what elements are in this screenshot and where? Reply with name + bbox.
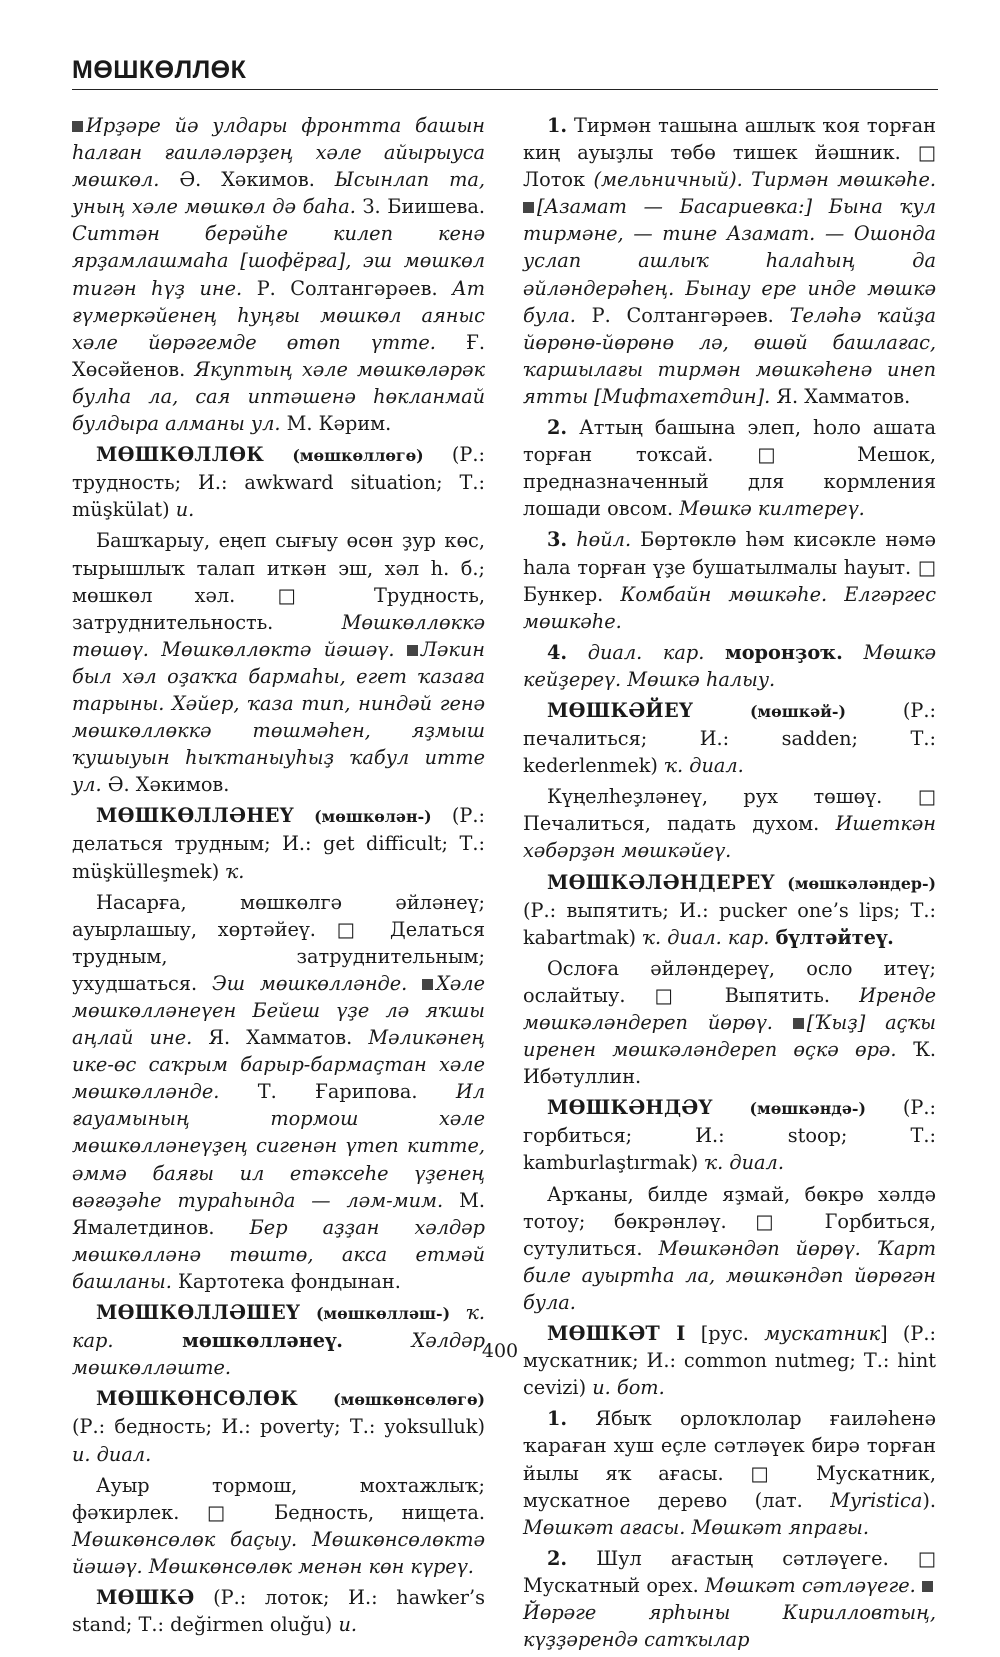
example-text: Якуптың хәле мөшкөләрәк булһа ла, сая иптәшенә һөкланмай булдыра алманы ул. [72,357,485,436]
example-marker-icon [407,645,418,656]
sense-number: 2. [547,1546,568,1570]
source: Т. Ғарипова. [219,1080,456,1104]
definition-text: Шул ағастың сәтләүеге. [567,1546,918,1570]
definition [523,1181,936,1316]
part-of-speech: ҡ. диал. [704,1151,784,1175]
etymology-source: мускатник [764,1322,881,1346]
definition-text: Ослоға әйләндереү, осло итеү; ослайтыу. [523,956,936,1007]
definition-text: Ауыр тормош, мохтажлыҡ; фәҡирлек. [72,1473,485,1524]
entry-header [72,441,485,523]
headword: МӨШКӨНСӨЛӨК [96,1387,298,1411]
example-block [72,112,485,437]
source: Картотека фондынан. [171,1269,401,1293]
part-of-speech: ҡ. диал. [664,754,744,778]
spacer [567,641,588,664]
definition [523,955,936,1090]
sense [523,112,936,410]
source: М. Кәрим. [286,412,392,436]
grammar-form: (мөшкәндә-) [749,1099,866,1119]
headword: МӨШКӨЛЛӘНЕҮ [96,804,294,828]
sense-number: 4. [547,640,568,664]
example-text: Ситтән берәйһе килеп кенә ярҙамлашмаһа [шофёрға], эш мөшкөл тигән һүҙ ине. [72,222,485,300]
russian-gloss: Мускатник, мускатное дерево (лат. [523,1461,936,1512]
example-text: Мөшкә кейҙереү. Мөшкә һалыу. [523,640,936,691]
translation-marker-icon: □ [206,1500,247,1524]
cross-reference: моронҙоҡ. [724,640,843,664]
sense [523,1405,936,1540]
spacer [704,641,725,664]
source: З. Биишева. [362,195,485,219]
definition [72,889,485,1295]
usage-label: диал. кар. [587,640,705,664]
translation-marker-icon: □ [755,1209,796,1233]
example-marker-icon [422,979,433,990]
page-number: 400 [481,1340,519,1362]
source: М. Ямалетдинов. [72,1188,485,1239]
example-marker-icon [72,121,83,132]
entry-header [523,869,936,951]
sense [523,526,936,634]
russian-gloss: Бункер. [523,582,621,606]
definition-text: Күңелһеҙләнеү, рух төшөү. [547,785,918,809]
example-text: Мөшкәт ағасы. Мөшкәт япрағы. [523,1515,869,1539]
example-text: Ишеткән хәбәрҙән мөшкәйеү. [523,812,936,863]
spacer [567,528,576,551]
russian-gloss: Трудность, затруднительность. [72,583,485,634]
source: Ә. Хәкимов. [101,773,230,797]
part-of-speech: ҡ. диал. кар. [642,925,770,949]
translation-marker-icon: □ [757,443,814,467]
example-text: Хәлдәр мөшкөлләште. [72,1329,485,1380]
punctuation: ). [922,1488,936,1512]
russian-gloss: Бедность, нищета. [246,1500,485,1524]
definition-text: Арҡаны, билде яҙмай, бөкрө хәлдә тотоу; бөкрәнләү. [523,1182,936,1233]
translations: (Р.: лоток; И.: hawker’s stand; Т.: değirmen oluğu) [72,1585,485,1637]
translations: (Р.: выпятить; И.: pucker one’s lips; Т.: kabartmak) [523,898,936,949]
definition [72,1472,485,1580]
part-of-speech: и. бот. [592,1376,665,1400]
translation-marker-icon: □ [750,1461,790,1485]
translation-marker-icon: □ [654,983,696,1007]
grammar-form: (мөшкәләндер-) [787,873,936,893]
example-text: Ләкин был хәл оҙаҡҡа бармаһы, егет ҡазаға тарыны. Хәйер, ҡаза тип, ниндәй генә мөшкөллөккә төшмәһен, яҙмыш ҡушыуын һыҡтаныуһыҙ ҡабул итте ул. [72,637,485,797]
source: Ә. Хәкимов. [179,168,315,192]
cross-reference: мөшкөлләнеү. [182,1329,343,1353]
translation-marker-icon: □ [277,583,332,607]
headword: МӨШКӘЙЕҮ [547,698,694,722]
grammar-form: (мөшкөллөгө) [292,446,424,466]
gloss-note: (мельничный). [593,168,743,192]
example-text: Теләһә ҡайҙа йөрөнө-йөрөнө лә, өшөй башлағас, ҡаршылағы тирмән мөшкәһенә инеп ятты [Мифтахетдин]. [523,303,936,408]
definition-text: Ябыҡ орлоҡлолар ғаиләһенә ҡараған хуш еҫле сәтләүек бирә торған йылы яҡ ағасы. [523,1407,936,1485]
translations: (Р.: бедность; И.: poverty; Т.: yoksulluk) [72,1415,485,1439]
example-marker-icon [523,202,534,213]
russian-gloss: Мускатный орех. [523,1573,705,1597]
entry-header [72,1584,485,1638]
sense [523,639,936,693]
translation-marker-icon: □ [336,917,370,941]
russian-gloss: Лоток [523,168,594,192]
definition-text: Насарға, мөшкөлгә әйләнеү; ауырлашыу, хөртәйеү. [72,890,485,941]
translation-marker-icon: □ [917,141,936,165]
example-text: [Азамат — Басариевка:] Бына ҡул тирмәне, — тине Азамат. — Ошонда услап ашлыҡ һалаһың да әйләндерәһең. Бынау ере инде мөшкә була. [523,195,936,327]
example-marker-icon [922,1581,933,1592]
example-text: Мөшкәндәп йөрөү. Ҡарт биле ауыртһа ла, мөшкәндәп йөрөгән була. [523,1236,937,1314]
translation-marker-icon: □ [917,555,936,579]
etymology: [рус. [685,1322,765,1346]
part-of-speech: и. [175,498,195,522]
entry-header [523,697,936,779]
grammar-form: (мөшкөнсөлөгө) [333,1390,485,1410]
translation-marker-icon: □ [917,1546,936,1570]
sense [523,1545,936,1653]
translations: ] (Р.: мускатник; И.: common nutmeg; Т.: hint cevizi) [523,1322,936,1400]
russian-gloss: Печалиться, падать духом. [523,812,836,836]
running-head: МӨШКӨЛЛӨК [72,56,247,84]
example-text: Йөрәге ярһыны Кирилловтың, күҙҙәрендә сатҡылар [523,1600,936,1652]
headword: МӨШКӨЛЛӘШЕҮ [96,1301,301,1325]
russian-gloss: Выпятить. [695,983,860,1007]
latin-name: Myristica [830,1488,923,1512]
example-text: Тирмән мөшкәһе. [751,168,936,192]
definition-text: Бөртөклө һәм кисәкле нәмә һала торған үҙе бушатылмалы һауыт. [523,528,936,579]
example-text: Мөшкөнсөлөк баҫыу. Мөшкөнсөлөктә йәшәү. Мөшкөнсөлөк менән көн күреү. [72,1527,485,1578]
example-text: Мәликәнең ике-өс саҡрым барыр-бармаҫтан хәле мөшкөлләнде. [72,1026,485,1104]
grammar-form: (мөшкәй-) [749,701,846,721]
headword: МӨШКӨЛЛӨК [96,443,265,467]
definition-text: Тирмән ташына ашлыҡ ҡоя торған киң ауыҙлы төбө тишек йәшник. [523,114,936,165]
russian-gloss: Делаться трудным, затруднительным; ухудшаться. [72,917,485,995]
spacer [450,1301,466,1324]
example-marker-icon [793,1018,804,1029]
left-column [72,112,485,1642]
translations: (Р.: делаться трудным; И.: get difficult; Т.: müşkülleşmek) [72,804,485,883]
sense-number: 1. [547,114,568,137]
translations: (Р.: трудность; И.: awkward situation; Т.: müşkülat) [72,443,485,522]
example-text: Ат ғүмеркәйенең һуңғы мөшкөл аяныс хәле йөрәгемде өтөп үтте. [72,276,485,354]
translation-marker-icon: □ [917,785,936,809]
source: Ҡ. Ибәтуллин. [523,1038,936,1089]
example-text: Ирҙәре йә улдары фронтта башын һалған ғаиләләрҙең хәле айырыуса мөшкөл. [72,114,485,192]
grammar-form: (мөшкөлләш-) [315,1304,451,1324]
example-text: Иренде мөшкәләндереп йөрөү. [523,983,936,1034]
entry-header [72,1385,485,1467]
headword: МӨШКӘНДӘҮ [547,1096,713,1120]
definition [523,783,936,864]
source: Я. Хамматов. [192,1026,369,1050]
header-rule [72,89,938,90]
example-text: Хәле мөшкөлләнеүен Бейеш үҙе лә яҡшы аңлай ине. [72,971,485,1050]
translations: (Р.: печалиться; И.: sadden; Т.: kederlenmek) [523,698,936,778]
definition-text: Башҡарыу, еңеп сығыу өсөн ҙур көс, тырышлыҡ талап иткән эш, хәл һ. б.; мөшкөл хәл. [72,529,485,607]
russian-gloss: Горбиться, сутулиться. [523,1209,937,1260]
part-of-speech: ҡ. кар. [72,1301,485,1353]
sense-number: 3. [547,528,568,552]
headword: МӨШКӘ [96,1585,195,1609]
example-text: Эш мөшкөлләнде. [211,971,408,995]
example-text: Ил ғауамының тормош хәле мөшкөлләнеүҙең сигенән үтеп китте, әммә баяғы ил етәксеһе үҙенең вәғәҙәһе тураһында — ләм-мим. [72,1080,485,1212]
grammar-form: (мөшкөлән-) [314,807,432,827]
entry-header [72,802,485,884]
source: Ғ. Хөсәйенов. [72,330,485,381]
definition-text: Аттың башына элеп, һоло ашата торған тоҡсай. [523,416,936,467]
sense-number: 1. [547,1407,568,1431]
part-of-speech: и. диал. [72,1442,152,1466]
russian-gloss: Мешок, предназначенный для кормления лошади овсом. [523,443,937,521]
example-text: Мөшкөллөккә төшөү. Мөшкөллөктә йәшәү. [72,610,485,661]
sense [523,414,936,522]
translations: (Р.: горбиться; И.: stoop; Т.: kamburlaştırmak) [523,1096,936,1175]
source: Я. Хамматов. [770,384,911,408]
usage-label: һөйл. [576,528,632,552]
example-text: Мөшкәт сәтләүеге. [704,1573,916,1597]
example-text: Мөшкә килтереү. [679,497,865,521]
example-text: [Ҡыҙ] аҫҡы иренен мөшкәләндереп өҫкә өрә. [523,1011,936,1062]
example-text: Комбайн мөшкәһе. Елгәргес мөшкәһе. [523,582,936,633]
right-column [523,112,936,1657]
definition [72,527,485,798]
cross-reference: бүлтәйтеү. [775,925,894,949]
headword: МӨШКӘЛӘНДЕРЕҮ [547,870,775,894]
sense-number: 2. [547,416,568,440]
example-text: Ысынлап та, уның хәле мөшкөл дә баһа. [72,168,485,219]
example-text: Бер аҙҙан хәлдәр мөшкөлләнә төштө, акса етмәй башланы. [72,1215,485,1293]
headword: МӨШКӘТ I [547,1322,686,1346]
part-of-speech: и. [338,1613,358,1637]
source: Р. Солтангәрәев. [575,303,790,327]
part-of-speech: ҡ. [225,859,245,883]
entry-header [523,1094,936,1176]
source: Р. Солтангәрәев. [256,276,438,300]
